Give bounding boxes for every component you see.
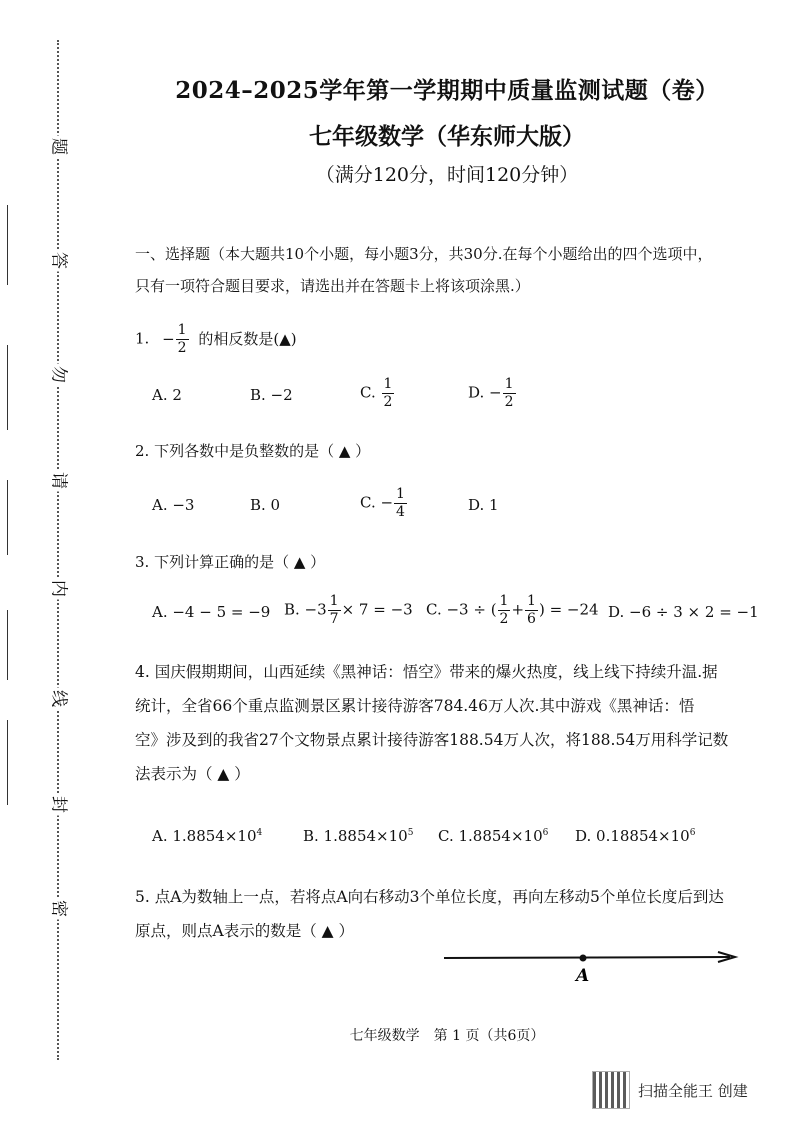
exam-title: 2024–2025学年第一学期期中质量监测试题（卷）: [175, 77, 719, 104]
frac-den: 2: [177, 340, 187, 356]
fraction: [382, 376, 395, 411]
frac-num: 1: [177, 322, 187, 338]
fraction: [328, 593, 341, 628]
option-c[interactable]: [360, 486, 408, 521]
option-label: C.: [360, 383, 376, 402]
option-a[interactable]: [152, 827, 262, 845]
option-d[interactable]: D. 1: [468, 496, 499, 514]
binding-margin: [0, 0, 100, 1124]
frac-den: 6: [527, 611, 536, 627]
blank-line: [7, 480, 8, 555]
fraction: [503, 376, 516, 411]
exponent: 4: [256, 828, 263, 838]
option-c[interactable]: [426, 593, 599, 628]
question-4-stem: [135, 655, 755, 791]
question-1-stem: [135, 322, 297, 357]
stem-line: 原点，则点A表示的数是（ ▲ ）: [135, 922, 354, 940]
stem-line: 统计，全省66个重点监测景区累计接待游客784.46万人次.其中游戏《黑神话：悟: [135, 697, 695, 715]
blank-line: [7, 205, 8, 285]
seal-char: 勿: [49, 364, 74, 386]
qr-code-icon: [592, 1071, 630, 1109]
option-label: C. −: [360, 493, 394, 512]
question-number: 1.: [135, 329, 150, 348]
section-line: 只有一项符合题目要求，请选出并在答题卡上将该项涂黑.）: [135, 277, 530, 295]
option-b[interactable]: B. −2: [250, 386, 293, 404]
exam-subtitle: 七年级数学（华东师大版）: [309, 123, 585, 150]
option-text: A. 1.8854×10: [152, 827, 257, 845]
option-d[interactable]: [575, 827, 695, 845]
fraction: [525, 593, 538, 628]
section-line: 一、选择题（本大题共10个小题，每小题3分，共30分.在每个小题给出的四个选项中，: [135, 245, 713, 263]
option-a[interactable]: A. 2: [152, 386, 182, 404]
option-d[interactable]: D. −6 ÷ 3 × 2 = −1: [608, 603, 759, 621]
blank-line: [7, 610, 8, 680]
seal-char: 请: [49, 470, 74, 492]
exponent: 6: [542, 828, 549, 838]
option-text: B. 1.8854×10: [303, 827, 408, 845]
stem-line: 4. 国庆假期期间，山西延续《黑神话：悟空》带来的爆火热度，线上线下持续升温.据: [135, 663, 718, 681]
section-instructions: [135, 238, 755, 302]
seal-char: 题: [49, 136, 74, 158]
option-label: C. −3 ÷ (: [426, 600, 497, 619]
frac-num: 1: [527, 593, 536, 609]
frac-den: 2: [504, 394, 514, 410]
scanner-brand: [592, 1072, 782, 1108]
option-text: D. 0.18854×10: [575, 827, 690, 845]
option-d[interactable]: [468, 376, 517, 411]
option-b[interactable]: B. 0: [250, 496, 281, 514]
stem-line: 空》涉及到的我省27个文物景点累计接待游客188.54万人次，将188.54万用科学记数: [135, 731, 729, 749]
option-tail: ) = −24: [538, 600, 599, 619]
seal-char: 封: [49, 794, 74, 816]
option-text: C. 1.8854×10: [438, 827, 543, 845]
point-a-dot: [580, 955, 587, 962]
blank-line: [7, 720, 8, 805]
option-a[interactable]: A. −4 − 5 = −9: [152, 603, 271, 621]
fraction: [498, 593, 511, 628]
stem-line: 5. 点A为数轴上一点，若将点A向右移动3个单位长度，再向左移动5个单位长度后到达: [135, 888, 724, 906]
frac-num: 1: [383, 376, 393, 392]
question-2-stem: 2. 下列各数中是负整数的是（ ▲ ）: [135, 442, 371, 460]
question-5-stem: [135, 880, 755, 948]
seal-char: 内: [49, 578, 74, 600]
stem-text: 的相反数是(▲): [198, 329, 297, 348]
minus-sign: −: [162, 329, 175, 348]
number-line: [440, 945, 740, 990]
exponent: 6: [689, 828, 696, 838]
frac-den: 2: [499, 611, 509, 627]
number-line-axis: [444, 957, 730, 958]
plus-sign: +: [511, 600, 525, 619]
option-b[interactable]: [303, 827, 413, 845]
exam-meta: （满分120分，时间120分钟）: [315, 164, 579, 186]
frac-num: 1: [504, 376, 514, 392]
stem-line: 法表示为（ ▲ ）: [135, 765, 250, 783]
option-c[interactable]: [438, 827, 548, 845]
point-a-label: A: [576, 966, 590, 986]
frac-den: 7: [329, 611, 339, 627]
fraction: [394, 486, 407, 521]
frac-num: 1: [396, 486, 405, 502]
option-c[interactable]: [360, 376, 395, 411]
exponent: 5: [407, 828, 414, 838]
frac-den: 2: [383, 394, 393, 410]
seal-char: 答: [49, 250, 74, 272]
frac-num: 1: [499, 593, 509, 609]
blank-line: [7, 345, 8, 430]
seal-char: 密: [49, 898, 74, 920]
option-label: B. −3: [284, 600, 327, 619]
seal-char: 线: [49, 688, 74, 710]
option-tail: × 7 = −3: [341, 600, 413, 619]
frac-den: 4: [396, 504, 405, 520]
option-a[interactable]: A. −3: [152, 496, 195, 514]
frac-num: 1: [329, 593, 339, 609]
brand-text: 扫描全能王 创建: [638, 1081, 748, 1100]
question-3-stem: 3. 下列计算正确的是（ ▲ ）: [135, 553, 326, 571]
fraction: [176, 322, 189, 357]
option-b[interactable]: [284, 593, 413, 628]
page-footer: 七年级数学 第 1 页（共6页）: [349, 1028, 545, 1044]
option-label: D. −: [468, 383, 502, 402]
